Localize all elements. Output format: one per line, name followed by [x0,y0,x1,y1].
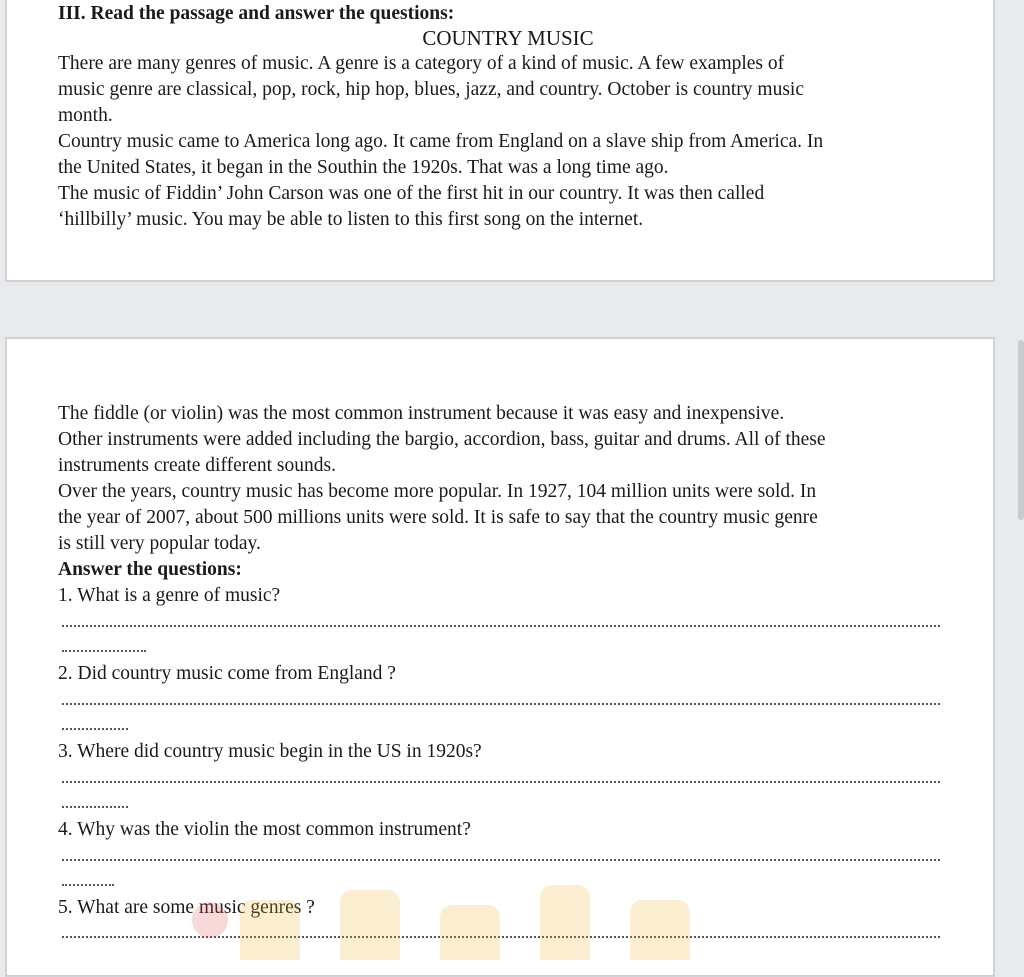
section-heading: III. Read the passage and answer the questions: [58,3,455,24]
passage-line: There are many genres of music. A genre is a category of a kind of music. A few examples of [58,53,785,74]
question-4: 4. Why was the violin the most common instrument? [58,819,471,840]
answer-line-3[interactable] [62,781,940,783]
question-5: 5. What are some music genres ? [58,897,315,918]
passage-line: the United States, it began in the Southin the 1920s. That was a long time ago. [58,157,669,178]
passage-line: The fiddle (or violin) was the most common instrument because it was easy and inexpensive. [58,403,785,424]
answer-line-2[interactable] [62,703,940,705]
answer-line-2-cont[interactable] [62,728,128,730]
passage-line: month. [58,105,113,126]
scrollbar[interactable] [1018,340,1024,520]
passage-title: COUNTRY MUSIC [422,26,594,50]
answer-line-4-cont[interactable] [62,884,114,886]
answer-line-1[interactable] [62,625,940,627]
passage-line: Over the years, country music has become more popular. In 1927, 104 million units were sold. In [58,481,817,502]
answer-heading: Answer the questions: [58,559,242,580]
passage-line: instruments create different sounds. [58,455,336,476]
answer-line-3-cont[interactable] [62,806,128,808]
answer-line-5[interactable] [62,936,940,938]
answer-line-4[interactable] [62,859,940,861]
question-2: 2. Did country music come from England ? [58,663,396,684]
question-1: 1. What is a genre of music? [58,585,281,606]
passage-line: ‘hillbilly’ music. You may be able to listen to this first song on the internet. [58,209,644,230]
passage-line: is still very popular today. [58,533,261,554]
passage-line: Country music came to America long ago. It came from England on a slave ship from America. In [58,131,824,152]
answer-line-1-cont[interactable] [62,650,146,652]
passage-line: The music of Fiddin’ John Carson was one of the first hit in our country. It was then called [58,183,765,204]
question-3: 3. Where did country music begin in the US in 1920s? [58,741,482,762]
passage-line: music genre are classical, pop, rock, hip hop, blues, jazz, and country. October is country music [58,79,805,100]
passage-line: the year of 2007, about 500 millions units were sold. It is safe to say that the country music genre [58,507,818,528]
passage-line: Other instruments were added including the bargio, accordion, bass, guitar and drums. All of these [58,429,826,450]
